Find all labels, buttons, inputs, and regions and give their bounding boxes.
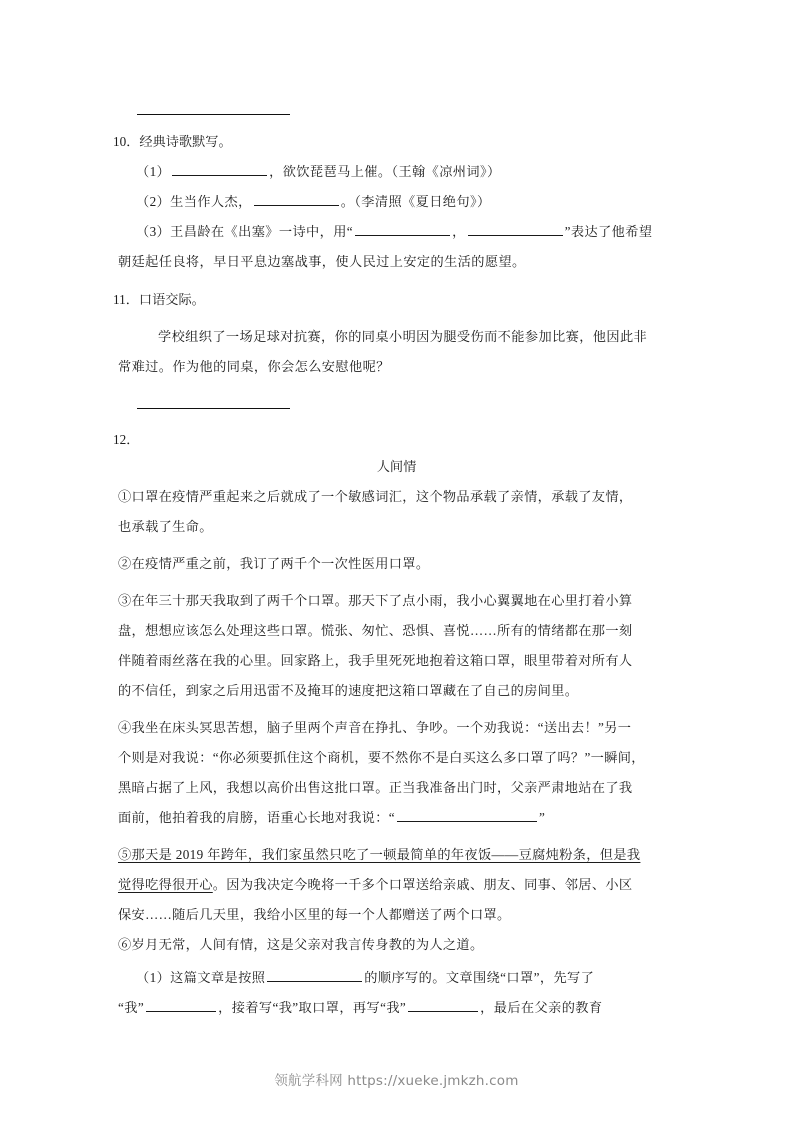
question-10-number: 10．经典诗歌默写。 bbox=[113, 134, 232, 149]
sub1-part1: 这篇文章是按照 bbox=[170, 970, 266, 985]
question-12-number: 12． bbox=[113, 432, 140, 447]
footer-watermark: 领航学科网 https://xueke.jmkzh.com bbox=[274, 1073, 519, 1089]
blank-10-1[interactable] bbox=[172, 160, 267, 176]
blank-10-3b[interactable] bbox=[468, 220, 563, 236]
blank-10-3a[interactable] bbox=[355, 220, 450, 236]
item-3-post: ”表达了他希望 bbox=[564, 224, 653, 239]
passage-p1-line2: 也承载了生命。 bbox=[118, 519, 213, 534]
question-10-item-2 bbox=[136, 187, 491, 217]
passage-p4-line4 bbox=[118, 803, 545, 833]
sub1-part2: 的顺序写的。文章围绕“口罩”，先写了 bbox=[364, 970, 595, 985]
item-3-label: （3） bbox=[136, 224, 171, 239]
question-12-sub-1-line2 bbox=[118, 993, 602, 1023]
p5-line2-rest: 。因为我决定今晚将一千多个口罩送给亲戚、朋友、同事、邻居、小区 bbox=[212, 877, 633, 892]
p4-quote-post: ” bbox=[538, 810, 546, 825]
question-10-item-1 bbox=[136, 157, 501, 187]
question-12-sub-1-line1 bbox=[136, 963, 594, 993]
passage-p6-line1: ⑥岁月无常，人间有情，这是父亲对我言传身教的为人之道。 bbox=[118, 937, 484, 952]
passage-p3-line4: 的不信任，到家之后用迅雷不及掩耳的速度把这箱口罩藏在了自己的房间里。 bbox=[118, 683, 579, 698]
p5-underlined-part2: 觉得吃得很开心 bbox=[118, 877, 213, 892]
sub1-l2a: “我” bbox=[118, 1000, 145, 1015]
item-2-label: （2） bbox=[136, 194, 171, 209]
p4-quote-pre: 面前，他拍着我的肩膀，语重心长地对我说：“ bbox=[118, 810, 395, 825]
blank-12-1b[interactable] bbox=[146, 996, 216, 1012]
item-2-text: 。（李清照《夏日绝句》） bbox=[340, 194, 491, 209]
passage-p5-line3: 保安……随后几天里，我给小区里的每一个人都赠送了两个口罩。 bbox=[118, 907, 511, 922]
blank-p4-quote[interactable] bbox=[397, 806, 537, 822]
item-1-text: ，欲饮琵琶马上催。（王翰《凉州词》） bbox=[269, 164, 501, 179]
passage-p2-line1: ②在疫情严重之前，我订了两千个一次性医用口罩。 bbox=[118, 556, 430, 571]
passage-p4-line2: 个则是对我说：“你必须要抓住这个商机，要不然你不是白买这么多口罩了吗？”一瞬间， bbox=[118, 750, 645, 765]
item-3-mid: ， bbox=[452, 224, 466, 239]
passage-p5-line1 bbox=[118, 840, 640, 870]
passage-p5-line2 bbox=[118, 870, 632, 900]
passage-title: 人间情 bbox=[376, 459, 417, 474]
question-10-item-3-line2: 朝廷起任良将，早日平息边塞战事，使人民过上安定的生活的愿望。 bbox=[118, 254, 526, 269]
question-11-body-line-2: 常难过。作为他的同桌，你会怎么安慰他呢？ bbox=[118, 359, 390, 374]
sub1-l2c: ，最后在父亲的教育 bbox=[480, 1000, 603, 1015]
blank-10-2[interactable] bbox=[254, 190, 339, 206]
sub1-label: （1） bbox=[136, 970, 171, 985]
passage-p4-line3: 黑暗占据了上风，我想以高价出售这批口罩。正当我准备出门时，父亲严肃地站在了我 bbox=[118, 780, 633, 795]
blank-12-1c[interactable] bbox=[408, 996, 478, 1012]
answer-blank-line-q11[interactable] bbox=[137, 408, 290, 409]
question-10-item-3 bbox=[136, 217, 652, 247]
question-11-number: 11．口语交际。 bbox=[113, 292, 205, 307]
passage-p1-line1: ①口罩在疫情严重起来之后就成了一个敏感词汇，这个物品承载了亲情，承载了友情， bbox=[118, 489, 633, 504]
passage-p3-line2: 盘，想想应该怎么处理这些口罩。慌张、匆忙、恐惧、喜悦……所有的情绪都在那一刻 bbox=[118, 623, 633, 638]
question-11-body-line-1: 学校组织了一场足球对抗赛，你的同桌小明因为腿受伤而不能参加比赛，他因此非 bbox=[158, 329, 648, 344]
answer-blank-line-top[interactable] bbox=[137, 114, 290, 115]
passage-p3-line3: 伴随着雨丝落在我的心里。回家路上，我手里死死地抱着这箱口罩，眼里带着对所有人 bbox=[118, 653, 633, 668]
item-2-pre: 生当作人杰， bbox=[170, 194, 252, 209]
sub1-l2b: ，接着写“我”取口罩，再写“我” bbox=[218, 1000, 407, 1015]
item-1-label: （1） bbox=[136, 164, 171, 179]
passage-p4-line1: ④我坐在床头冥思苦想，脑子里两个声音在挣扎、争吵。一个劝我说：“送出去！”另一 bbox=[118, 720, 632, 735]
blank-12-1a[interactable] bbox=[267, 966, 362, 982]
p5-underlined-part1: ⑤那天是 2019 年跨年，我们家虽然只吃了一顿最简单的年夜饭——豆腐炖粉条，但是我 bbox=[118, 847, 641, 862]
item-3-pre: 王昌龄在《出塞》一诗中，用“ bbox=[170, 224, 354, 239]
passage-p3-line1: ③在年三十那天我取到了两千个口罩。那天下了点小雨，我小心翼翼地在心里打着小算 bbox=[118, 593, 633, 608]
